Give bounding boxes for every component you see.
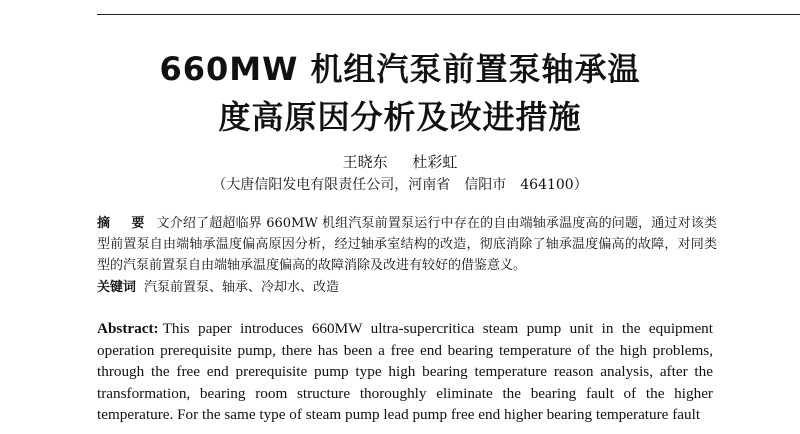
authors	[0, 151, 800, 172]
abstract-zh-label: 摘 要	[97, 216, 149, 231]
paper-title-line-1: 660MW 机组汽泵前置泵轴承温	[159, 50, 641, 88]
affiliation: （大唐信阳发电有限责任公司，河南省 信阳市 464100）	[212, 177, 588, 193]
author-name: 王晓东	[342, 153, 388, 171]
abstract-en-label: Abstract:	[97, 320, 159, 337]
paper-title-line-2: 度高原因分析及改进措施	[218, 98, 582, 136]
keywords-label: 关键词	[97, 280, 137, 295]
abstract-english	[97, 318, 713, 426]
top-rule	[97, 14, 800, 15]
keywords-text: 汽泵前置泵、轴承、冷却水、改造	[144, 280, 340, 295]
keywords	[97, 277, 717, 298]
abstract-en-text: This paper introduces 660MW ultra-supercritica steam pump unit in the equipment operation prerequisite pump, there has been a free end bearing temperature of the high problems, through the free end prerequisite pump type high bearing temperature reason analysis, after the transformation, bearing room structure thoroughly eliminate the bearing fault of the higher temperature. For the same type of steam pump lead pump free end higher bearing temperature fault	[97, 320, 713, 423]
abstract-chinese	[97, 213, 717, 276]
abstract-zh-text: 文介绍了超超临界 660MW 机组汽泵前置泵运行中存在的自由端轴承温度高的问题，通过对该类型前置泵自由端轴承温度偏高原因分析，经过轴承室结构的改造，彻底消除了轴承温度偏高的故障，对同类型的汽泵前置泵自由端轴承温度偏高的故障消除及改进有较好的借鉴意义。	[97, 216, 717, 273]
author-name: 杜彩虹	[412, 153, 458, 171]
